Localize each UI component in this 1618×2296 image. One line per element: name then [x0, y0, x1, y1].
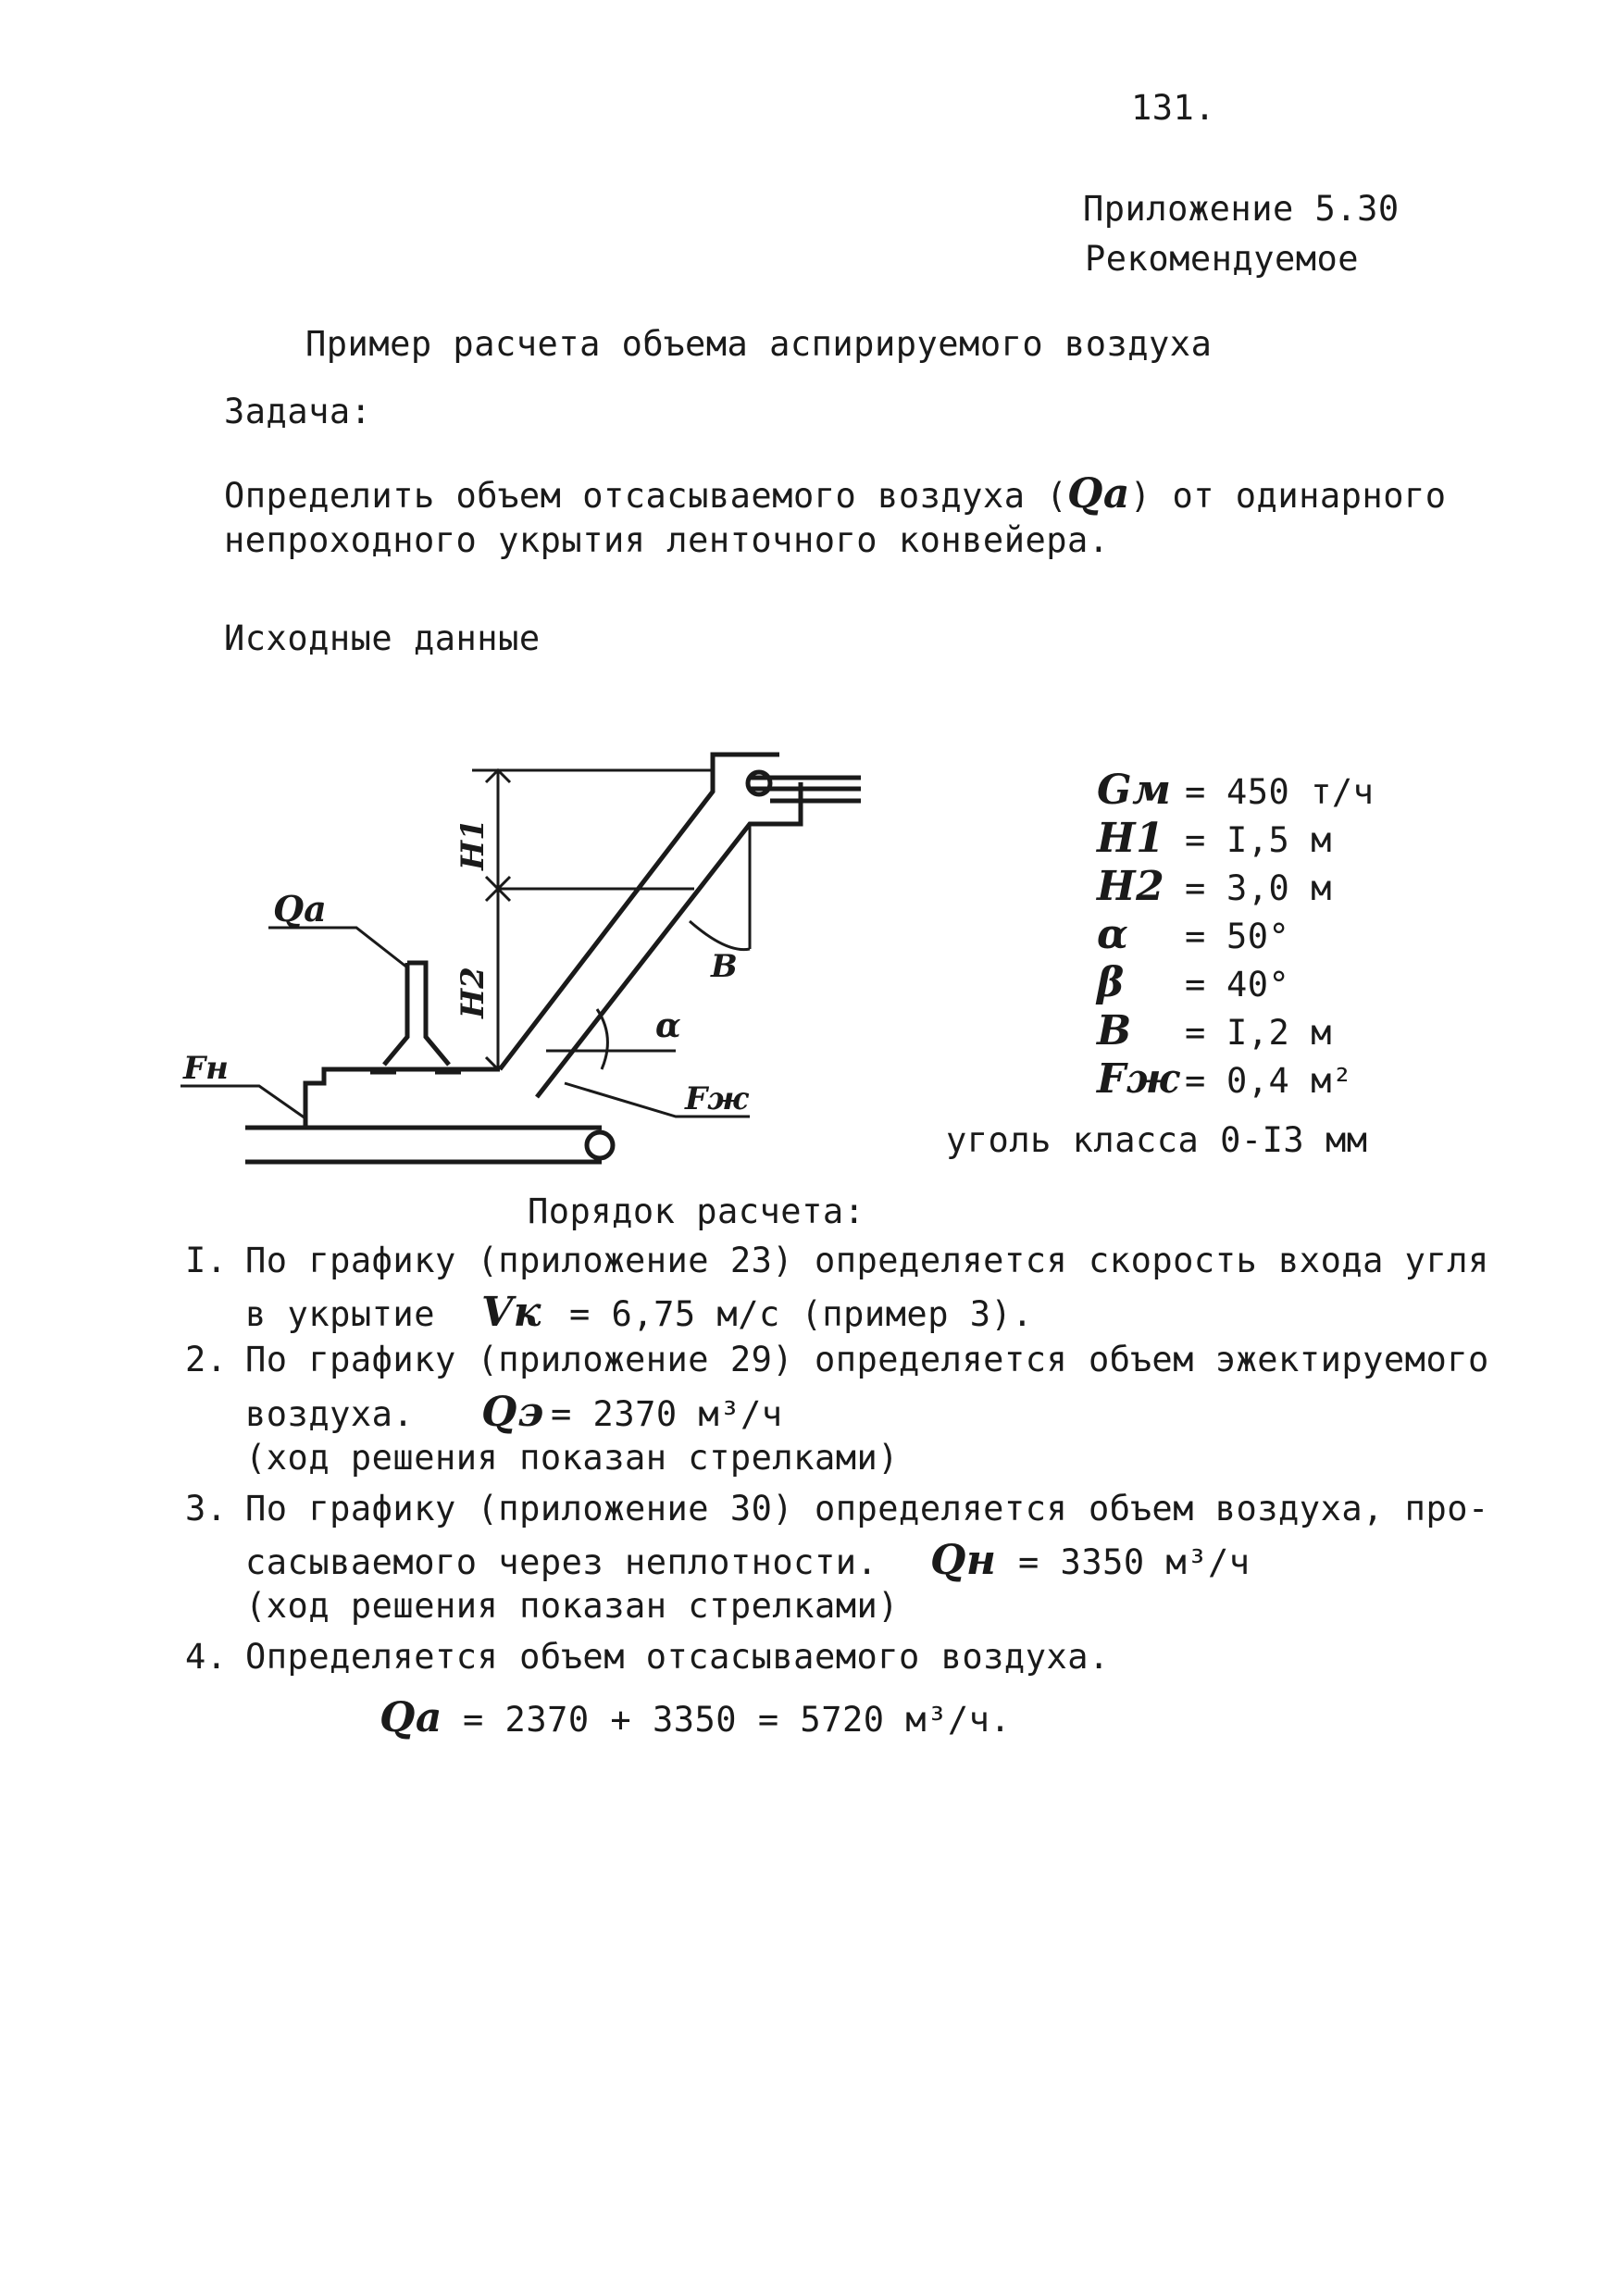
label-beta: B [711, 948, 738, 985]
param-eq: = [1185, 820, 1206, 860]
step-3-line-3: (ход решения показан стрелками) [245, 1586, 900, 1626]
param-eq: = [1185, 868, 1206, 908]
label-fn: Fн [183, 1050, 229, 1087]
chute-outer [500, 755, 779, 1069]
param-row [1097, 863, 1332, 910]
param-eq: = [1185, 772, 1206, 812]
task-text-b: ) от одинарного [1129, 476, 1447, 516]
appendix-label: Приложение 5.30 [1083, 189, 1400, 229]
step-3-line-1: По графику (приложение 30) определяется объем воздуха, про- [245, 1489, 1489, 1529]
task-label: Задача: [224, 392, 372, 431]
step-3-number: 3. [185, 1489, 228, 1529]
param-value: 40° [1226, 965, 1290, 1004]
param-value: 450 т/ч [1226, 772, 1375, 812]
param-value: I,5 м [1226, 820, 1332, 860]
step-2-symbol-qe: Qэ [481, 1389, 544, 1436]
step-2-line-3: (ход решения показан стрелками) [245, 1438, 900, 1478]
param-symbol: β [1097, 959, 1125, 1006]
param-row [1097, 1055, 1353, 1103]
param-symbol: H1 [1097, 815, 1165, 862]
conveyor-diagram [157, 731, 898, 1185]
step-1-line-1: По графику (приложение 23) определяется скорость входа угля [245, 1241, 1489, 1280]
param-row [1097, 911, 1289, 958]
step-3-symbol-qn: Qн [930, 1537, 997, 1584]
conveyor-pulley [587, 1132, 613, 1158]
param-row [1097, 1007, 1332, 1054]
step-4-number: 4. [185, 1637, 228, 1677]
qa-leader [268, 928, 407, 967]
task-text-a: Определить объем отсасываемого воздуха ( [224, 476, 1068, 516]
cover-outline [305, 1069, 500, 1128]
param-eq: = [1185, 1061, 1206, 1101]
label-fzh: Fж [685, 1080, 749, 1117]
label-h1: H1 [454, 818, 492, 870]
step-2-text: воздуха. [245, 1394, 415, 1434]
step-2-line-2 [245, 1389, 783, 1436]
page-number: 131. [1131, 88, 1216, 128]
step-2-line-1: По графику (приложение 29) определяется объем эжектируемого [245, 1340, 1489, 1379]
step-3-text: сасываемого через неплотности. [245, 1542, 878, 1582]
param-symbol: α [1097, 911, 1129, 958]
fn-leader [180, 1086, 305, 1118]
step-2-number: 2. [185, 1340, 228, 1379]
param-symbol: Gм [1097, 767, 1172, 814]
page-title: Пример расчета объема аспирируемого воздуха [305, 324, 1213, 364]
param-value: 50° [1226, 917, 1290, 956]
task-symbol-qa: Qa [1067, 470, 1130, 518]
param-symbol: B [1097, 1007, 1132, 1054]
param-eq: = [1185, 965, 1206, 1004]
step-4-symbol-qa: Qa [380, 1694, 442, 1741]
param-eq: = [1185, 917, 1206, 956]
label-alpha: α [655, 1006, 681, 1045]
param-eq: = [1185, 1013, 1206, 1053]
step-1-value: = 6,75 м/с (пример 3). [569, 1294, 1034, 1334]
step-3-line-2 [245, 1537, 1251, 1584]
task-line-1 [224, 470, 1447, 518]
param-value: I,2 м [1226, 1013, 1332, 1053]
label-qa: Qa [273, 888, 327, 930]
step-1-line-2 [245, 1289, 1033, 1336]
appendix-status: Рекомендуемое [1085, 239, 1360, 279]
step-4-line-1: Определяется объем отсасываемого воздуха. [245, 1637, 1110, 1677]
param-value: 3,0 м [1226, 868, 1332, 908]
step-1-symbol-vk: Vк [481, 1289, 541, 1336]
param-symbol: Fж [1097, 1055, 1180, 1103]
task-line-2: непроходного укрытия ленточного конвейера. [224, 520, 1110, 560]
step-1-text: в укрытие [245, 1294, 435, 1334]
coal-class: уголь класса 0-I3 мм [946, 1120, 1368, 1160]
procedure-label: Порядок расчета: [528, 1192, 865, 1231]
step-4-formula: = 2370 + 3350 = 5720 м³/ч. [463, 1700, 1012, 1740]
initial-data-label: Исходные данные [224, 618, 541, 658]
param-row [1097, 959, 1289, 1006]
aspiration-pipe [370, 963, 461, 1072]
step-2-value: = 2370 м³/ч [551, 1394, 783, 1434]
label-h2: H2 [454, 967, 492, 1018]
param-symbol: H2 [1097, 863, 1165, 910]
step-4-formula-line [380, 1694, 1011, 1741]
param-row [1097, 815, 1332, 862]
param-row [1097, 767, 1374, 814]
step-3-value: = 3350 м³/ч [1018, 1542, 1251, 1582]
step-1-number: I. [185, 1241, 228, 1280]
param-value: 0,4 м² [1226, 1061, 1353, 1101]
